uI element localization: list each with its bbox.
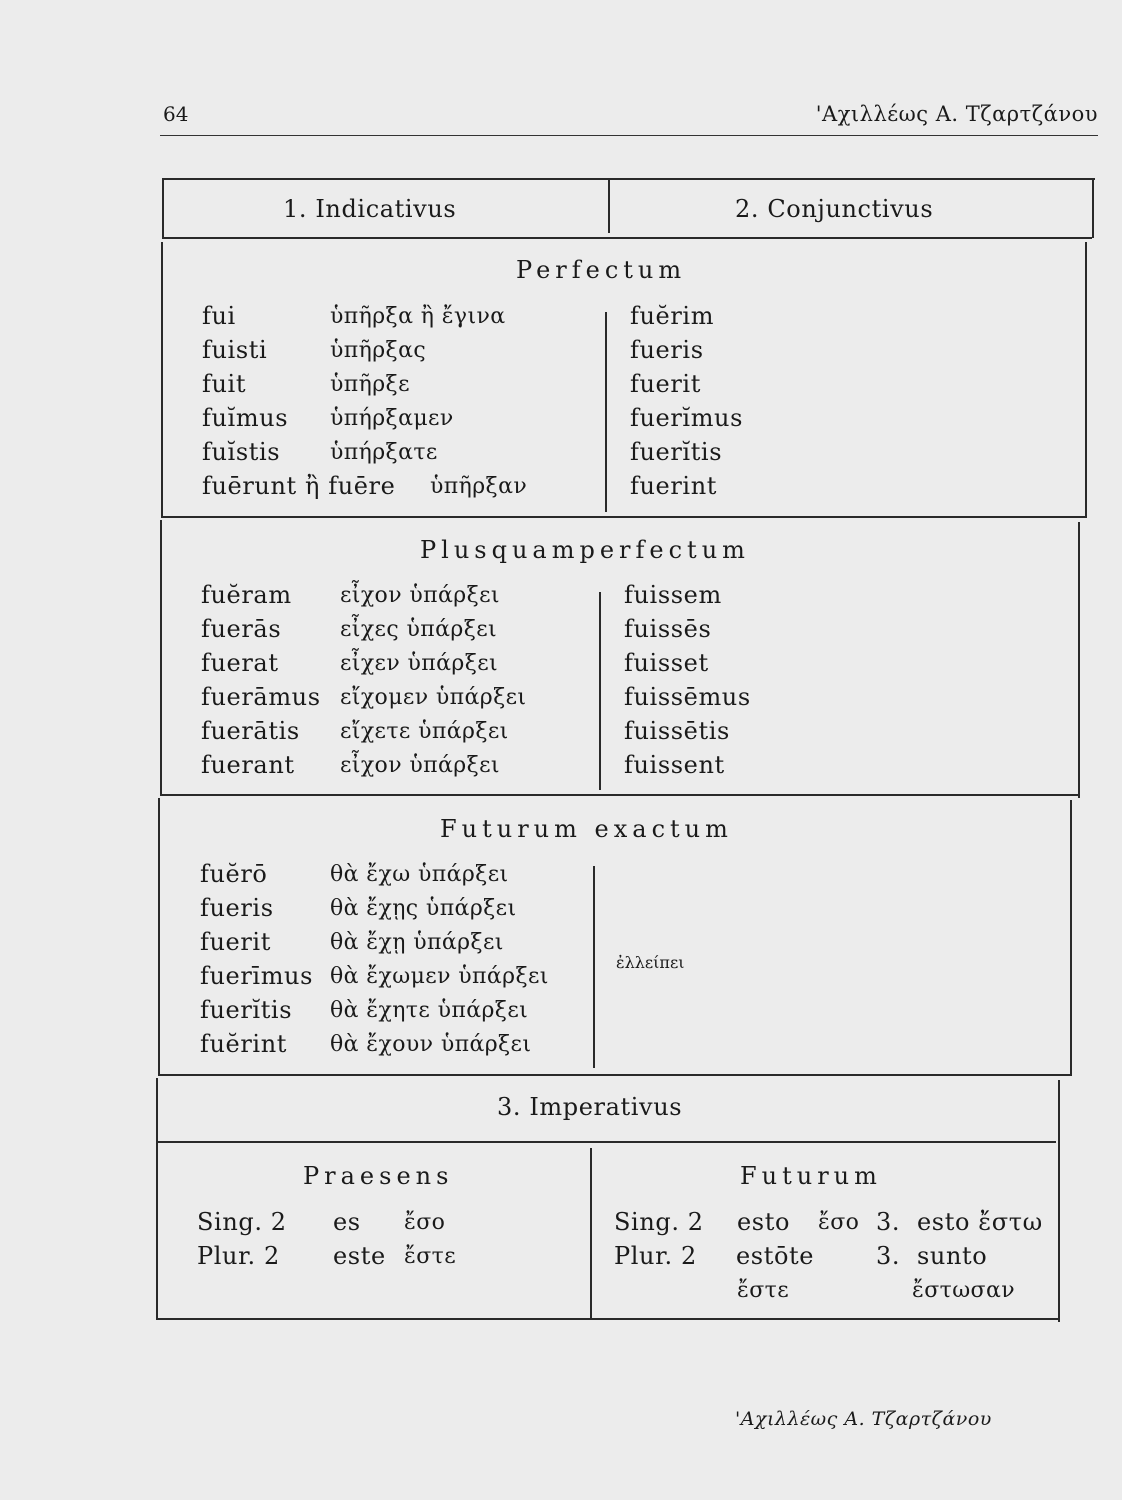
futurum-plur-latin: estōte	[736, 1242, 815, 1270]
plusq-greek-2: εἶχες ὑπάρξει	[340, 617, 498, 642]
futurum-exactum-title: Futurum exactum	[440, 815, 733, 843]
futurum-sing-label: Sing. 2	[614, 1208, 704, 1236]
futurum-sing-latin: esto	[737, 1208, 791, 1236]
perfectum-greek-3: ὑπῆρξε	[330, 372, 410, 397]
imper-divider	[590, 1148, 592, 1318]
running-title: 'Αχιλλέως Α. Τζαρτζάνου	[815, 102, 1098, 126]
futex-greek-2: θὰ ἔχῃς ὑπάρξει	[330, 896, 517, 921]
futurum-sing3-text: esto ἔστω	[917, 1208, 1043, 1236]
header-rule	[160, 135, 1098, 136]
column-header-rule	[162, 237, 1092, 239]
futex-latin-4: fuerīmus	[200, 962, 314, 990]
plusq-conj-6: fuissent	[624, 751, 725, 779]
futex-latin-2: fueris	[200, 894, 274, 922]
imper-left-border	[156, 1078, 158, 1320]
futex-conj-missing: ἐλλείπει	[616, 953, 685, 972]
futex-latin-6: fuĕrint	[200, 1030, 287, 1058]
plusq-conj-2: fuissēs	[624, 615, 712, 643]
futex-right-border	[1070, 800, 1072, 1076]
futurum-sing-greek: ἔσο	[818, 1210, 860, 1235]
futurum-plur-greek: ἔστε	[737, 1278, 789, 1303]
futex-divider	[593, 866, 595, 1068]
plusq-latin-4: fuerāmus	[201, 683, 321, 711]
perfectum-divider	[605, 312, 607, 512]
perfectum-conj-4: fuerĭmus	[630, 404, 744, 432]
plusq-latin-3: fuerat	[201, 649, 279, 677]
plusq-divider	[599, 592, 601, 790]
futurum-plur3-label: 3.	[876, 1242, 901, 1270]
page-number: 64	[163, 102, 189, 126]
futex-greek-1: θὰ ἔχω ὑπάρξει	[330, 862, 509, 887]
header-left-border	[162, 178, 164, 238]
plusq-conj-5: fuissētis	[624, 717, 730, 745]
praesens-plur-latin: este	[333, 1242, 386, 1270]
plusq-greek-6: εἶχον ὑπάρξει	[340, 753, 500, 778]
plusq-greek-4: εἴχομεν ὑπάρξει	[340, 685, 527, 710]
imper-title-rule	[156, 1141, 1056, 1143]
plusq-greek-5: εἴχετε ὑπάρξει	[340, 719, 509, 744]
plusq-conj-3: fuisset	[624, 649, 709, 677]
header-right-border	[1092, 180, 1094, 238]
indicativus-heading: 1. Indicativus	[283, 195, 457, 223]
perfectum-latin-4: fuĭmus	[202, 404, 289, 432]
futex-latin-5: fuerĭtis	[200, 996, 293, 1024]
plusq-latin-2: fuerās	[201, 615, 282, 643]
perfectum-title: Perfectum	[516, 256, 687, 284]
praesens-title: Praesens	[303, 1162, 454, 1190]
futurum-plur-label: Plur. 2	[614, 1242, 697, 1270]
plusq-greek-3: εἶχεν ὑπάρξει	[340, 651, 499, 676]
conjunctivus-heading: 2. Conjunctivus	[735, 195, 934, 223]
perfectum-right-border	[1085, 242, 1087, 518]
praesens-sing-label: Sing. 2	[197, 1208, 287, 1236]
plusq-right-border	[1078, 522, 1080, 798]
futurum-plur3-greek: ἔστωσαν	[912, 1278, 1015, 1303]
praesens-plur-greek: ἔστε	[404, 1244, 456, 1269]
perfectum-left-border	[161, 242, 163, 518]
perfectum-greek-5: ὑπήρξατε	[330, 440, 438, 465]
perfectum-conj-6: fuerint	[630, 472, 717, 500]
futex-greek-6: θὰ ἔχουν ὑπάρξει	[330, 1032, 532, 1057]
perfectum-greek-2: ὑπῆρξας	[330, 338, 427, 363]
plusquamperfectum-title: Plusquamperfectum	[420, 536, 750, 564]
futex-greek-4: θὰ ἔχωμεν ὑπάρξει	[330, 964, 549, 989]
futex-left-border	[158, 798, 160, 1074]
perfectum-conj-1: fuĕrim	[630, 302, 715, 330]
perfectum-latin-2: fuisti	[202, 336, 268, 364]
futex-bottom-rule	[158, 1074, 1070, 1076]
table-bottom-border	[156, 1318, 1058, 1320]
perfectum-bottom-rule	[161, 516, 1086, 518]
perfectum-greek-6: ὑπῆρξαν	[430, 474, 528, 499]
plusq-greek-1: εἶχον ὑπάρξει	[340, 583, 500, 608]
futex-latin-1: fuĕrō	[200, 860, 268, 888]
praesens-sing-greek: ἔσο	[404, 1210, 446, 1235]
perfectum-conj-2: fueris	[630, 336, 704, 364]
plusq-bottom-rule	[160, 794, 1078, 796]
plusq-latin-5: fuerātis	[201, 717, 300, 745]
perfectum-latin-1: fui	[202, 302, 236, 330]
praesens-sing-latin: es	[333, 1208, 361, 1236]
praesens-plur-label: Plur. 2	[197, 1242, 280, 1270]
header-divider	[608, 178, 610, 233]
table-top-border	[162, 178, 1095, 180]
futurum-title: Futurum	[740, 1162, 882, 1190]
plusq-latin-1: fuĕram	[201, 581, 292, 609]
plusq-latin-6: fuerant	[201, 751, 295, 779]
plusq-conj-1: fuissem	[624, 581, 722, 609]
footer-author: 'Αχιλλέως Α. Τζαρτζάνου	[735, 1408, 992, 1430]
futex-greek-5: θὰ ἔχητε ὑπάρξει	[330, 998, 529, 1023]
perfectum-latin-6: fuērunt ἢ fuēre	[202, 472, 396, 500]
perfectum-conj-5: fuerĭtis	[630, 438, 723, 466]
plusq-left-border	[160, 520, 162, 796]
imper-right-border	[1058, 1080, 1060, 1322]
imperativus-title: 3. Imperativus	[497, 1093, 683, 1121]
perfectum-latin-5: fuĭstis	[202, 438, 281, 466]
futurum-sing3-label: 3.	[876, 1208, 901, 1236]
perfectum-greek-1: ὑπῆρξα ἢ ἔγινα	[330, 304, 506, 329]
perfectum-latin-3: fuit	[202, 370, 247, 398]
futex-latin-3: fuerit	[200, 928, 271, 956]
perfectum-conj-3: fuerit	[630, 370, 701, 398]
perfectum-greek-4: ὑπήρξαμεν	[330, 406, 454, 431]
plusq-conj-4: fuissēmus	[624, 683, 751, 711]
futex-greek-3: θὰ ἔχῃ ὑπάρξει	[330, 930, 504, 955]
futurum-plur3-latin: sunto	[917, 1242, 988, 1270]
